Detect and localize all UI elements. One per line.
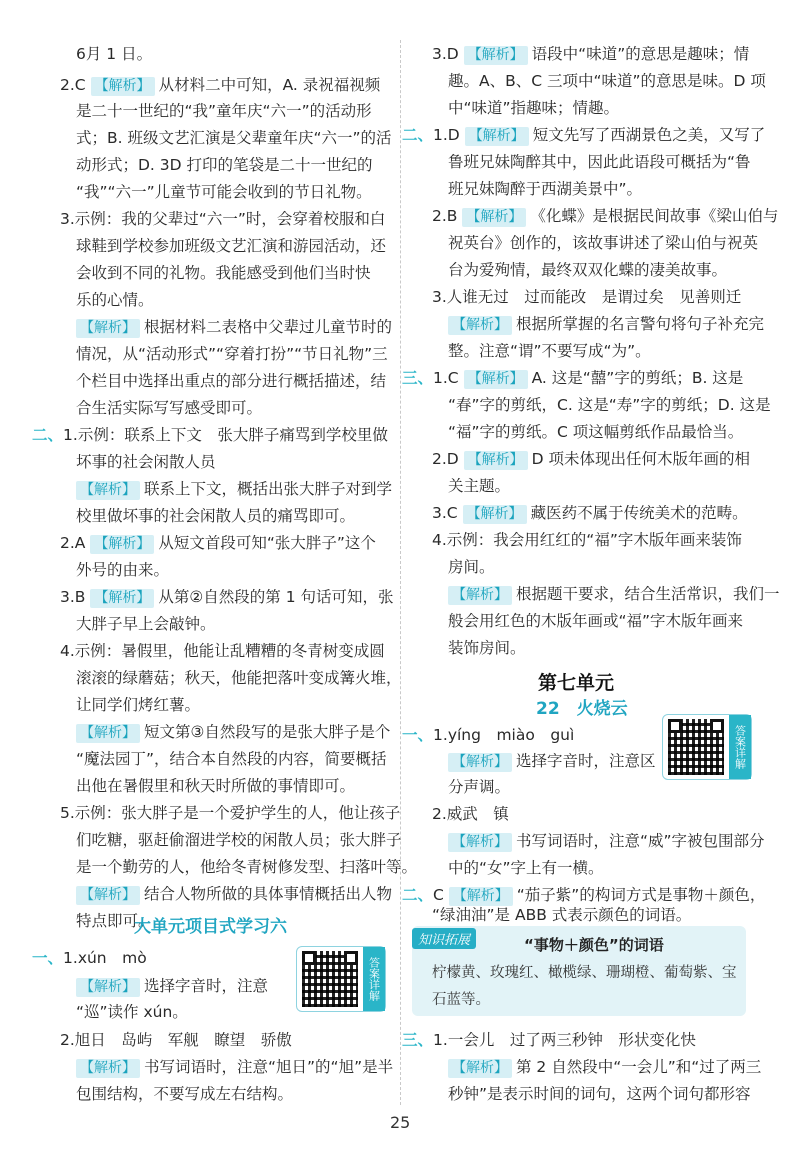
- analysis-tag: 【解析】: [465, 127, 529, 146]
- answer-item: [402, 368, 743, 389]
- text: 联系上下文，概括出张大胖子对到学: [144, 480, 393, 498]
- analysis-tag: 【解析】: [91, 77, 155, 96]
- analysis-tag: 【解析】: [448, 316, 512, 335]
- answer-item: [402, 725, 574, 745]
- text: 第 2 自然段中“一会儿”和“过了两三: [516, 1058, 762, 1076]
- answer-item: [60, 533, 376, 554]
- text: 示例：暑假里，他能让乱糟糟的冬青树变成圆: [74, 642, 385, 660]
- analysis-tag: 【解析】: [464, 451, 528, 470]
- analysis-tag: 【解析】: [448, 586, 512, 605]
- text-line: 6月 1 日。: [76, 45, 153, 63]
- text: 书写词语时，注意“威”字被包围部分: [516, 832, 765, 850]
- column-divider: [400, 40, 401, 1105]
- item-number: 1.: [63, 426, 78, 444]
- analysis-line: [76, 1057, 393, 1078]
- text-line: 趣。A、B、C 三项中“味道”的意思是味。D 项: [448, 72, 766, 90]
- item-number: 2.B: [432, 207, 458, 225]
- qr-code-icon: [302, 951, 358, 1007]
- analysis-line: [76, 479, 392, 500]
- answer-item: [432, 287, 741, 307]
- item-number: 1.C: [433, 369, 459, 387]
- answer-item: [432, 206, 778, 227]
- text-line: 特点即可。: [76, 912, 154, 930]
- text-line: 滚滚的绿蘑菇；秋天，他能把落叶变成篝火堆，: [76, 669, 402, 687]
- text-line: “巡”读作 xún。: [76, 1003, 188, 1021]
- qr-code-panel[interactable]: [296, 946, 386, 1012]
- item-number: C: [433, 886, 444, 904]
- text: 一会儿 过了两三秒钟 形状变化快: [447, 1031, 696, 1049]
- answer-item: [60, 1030, 292, 1050]
- analysis-line: [448, 831, 765, 852]
- text-line: 房间。: [448, 558, 495, 576]
- text: 威武 镇: [446, 805, 509, 823]
- text-line: 整。注意“谓”不要写成“为”。: [448, 342, 651, 360]
- text: 选择字音时，注意区: [516, 752, 656, 770]
- item-number: 3.C: [432, 504, 458, 522]
- lesson-title: 22 火烧云: [536, 699, 628, 719]
- knowledge-badge: 知识拓展: [412, 928, 476, 949]
- text: 根据材料二表格中父辈过儿童节时的: [144, 318, 393, 336]
- text-line: 中“味道”指趣味；情趣。: [448, 99, 620, 117]
- item-number: 4.: [432, 531, 447, 549]
- analysis-tag: 【解析】: [76, 319, 140, 338]
- text-line: 个栏目中选择出重点的部分进行概括描述，结: [76, 372, 387, 390]
- section-number: 三、: [402, 1031, 434, 1049]
- item-number: 3.D: [432, 45, 459, 63]
- answer-item: [402, 885, 765, 906]
- item-number: 3.: [432, 288, 447, 306]
- answer-item: [60, 75, 380, 96]
- text: yíng miào guì: [447, 726, 575, 744]
- text-line: 合生活实际写写感受即可。: [76, 399, 263, 417]
- text-line: “福”字的剪纸。C 项这幅剪纸作品最恰当。: [448, 423, 744, 441]
- text-line: 班兄妹陶醉于西湖美景中”。: [448, 180, 643, 198]
- text-line: “我”“六一”儿童节可能会收到的节日礼物。: [76, 183, 372, 201]
- text: 根据题干要求，结合生活常识，我们一: [516, 585, 780, 603]
- text-line: 分声调。: [448, 778, 511, 796]
- answer-item: [432, 530, 742, 550]
- answer-item: [402, 1030, 696, 1050]
- text: 从短文首段可知“张大胖子”这个: [158, 534, 376, 552]
- analysis-tag: 【解析】: [448, 833, 512, 852]
- text: A. 这是“囍”字的剪纸；B. 这是: [531, 369, 744, 387]
- text-line: 秒钟”是表示时间的词句，这两个词句都形容: [448, 1085, 751, 1103]
- text: “茄子紫”的构词方式是事物＋颜色，: [516, 886, 766, 904]
- analysis-tag: 【解析】: [448, 753, 512, 772]
- analysis-line: [448, 584, 780, 605]
- text-line: 校里做坏事的社会闲散人员的痛骂即可。: [76, 507, 356, 525]
- text-line: 出他在暑假里和秋天时所做的事情即可。: [76, 777, 356, 795]
- text-line: 中的“女”字上有一横。: [448, 859, 604, 877]
- text: 示例：我会用红红的“福”字木版年画来装饰: [446, 531, 742, 549]
- text-line: 动形式；D. 3D 打印的笔袋是二十一世纪的: [76, 156, 373, 174]
- text: 短文先写了西湖景色之美，又写了: [532, 126, 766, 144]
- page-number: 25: [390, 1113, 411, 1132]
- text-line: “春”字的剪纸，C. 这是“寿”字的剪纸；D. 这是: [448, 396, 771, 414]
- section-number: 三、: [402, 369, 434, 387]
- text: 书写词语时，注意“旭日”的“旭”是半: [144, 1058, 394, 1076]
- item-number: 2.: [60, 1031, 75, 1049]
- text-line: 外号的由来。: [76, 561, 170, 579]
- analysis-tag: 【解析】: [463, 505, 527, 524]
- answer-item: [60, 803, 400, 823]
- text-line: 鲁班兄妹陶醉其中，因此此语段可概括为“鲁: [448, 153, 751, 171]
- text-line: “魔法园丁”，结合本自然段的内容，简要概括: [76, 750, 387, 768]
- item-number: 1.: [63, 949, 78, 967]
- analysis-tag: 【解析】: [464, 370, 528, 389]
- text-line: 乐的心情。: [76, 291, 154, 309]
- text-line: 包围结构，不要写成左右结构。: [76, 1085, 294, 1103]
- text-line: 般会用红色的木版年画或“福”字木版年画来: [448, 612, 744, 630]
- text: 人谁无过 过而能改 是谓过矣 见善则迁: [446, 288, 742, 306]
- analysis-tag: 【解析】: [448, 1059, 512, 1078]
- qr-code-icon: [668, 719, 724, 775]
- text-line: 祝英台》创作的，该故事讲述了梁山伯与祝英: [448, 234, 759, 252]
- text: 选择字音时，注意: [144, 977, 269, 995]
- text: D 项未体现出任何木版年画的相: [531, 450, 751, 468]
- analysis-tag: 【解析】: [449, 887, 513, 906]
- item-number: 3.: [60, 210, 75, 228]
- analysis-line: [448, 1057, 761, 1078]
- section-number: 一、: [402, 726, 434, 744]
- text: 《化蝶》是根据民间故事《梁山伯与: [530, 207, 779, 225]
- text-line: 情况，从“活动形式”“穿着打扮”“节日礼物”三: [76, 345, 388, 363]
- analysis-line: [448, 751, 656, 772]
- analysis-line: [76, 976, 268, 997]
- section-number: 二、: [402, 886, 434, 904]
- unit-title: 第七单元: [538, 672, 615, 694]
- text-line: 装饰房间。: [448, 639, 526, 657]
- item-number: 4.: [60, 642, 75, 660]
- text-line: 坏事的社会闲散人员: [76, 453, 216, 471]
- text: 从材料二中可知，A. 录祝福视频: [158, 76, 381, 94]
- item-number: 3.B: [60, 588, 86, 606]
- qr-side-label: 答案详解: [363, 947, 385, 1011]
- qr-code-panel[interactable]: [662, 714, 752, 780]
- text-line: 球鞋到学校参加班级文艺汇演和游园活动，还: [76, 237, 387, 255]
- text: 示例：我的父辈过“六一”时，会穿着校服和白: [74, 210, 386, 228]
- text: 结合人物所做的具体事情概括出人物: [144, 885, 393, 903]
- knowledge-extension-box: [412, 926, 746, 1016]
- text: 根据所掌握的名言警句将句子补充完: [516, 315, 765, 333]
- analysis-line: [76, 317, 392, 338]
- analysis-line: [76, 884, 392, 905]
- answer-item: [32, 948, 147, 968]
- analysis-tag: 【解析】: [76, 1059, 140, 1078]
- knowledge-title: “事物＋颜色”的词语: [524, 936, 664, 954]
- subsection-title: 大单元项目式学习六: [134, 917, 287, 937]
- text: 语段中“味道”的意思是趣味；情: [531, 45, 750, 63]
- qr-side-label: 答案详解: [729, 715, 751, 779]
- text-line: 关主题。: [448, 477, 511, 495]
- text: 旭日 岛屿 军舰 瞭望 骄傲: [74, 1031, 292, 1049]
- answer-item: [432, 804, 509, 824]
- knowledge-body: 柠檬黄、玫瑰红、橄榄绿、珊瑚橙、葡萄紫、宝石蓝等。: [432, 965, 737, 1008]
- answer-item: [402, 125, 765, 146]
- analysis-tag: 【解析】: [76, 481, 140, 500]
- analysis-tag: 【解析】: [90, 535, 154, 554]
- answer-item: [60, 209, 385, 229]
- text-line: 会收到不同的礼物。我能感受到他们当时快: [76, 264, 371, 282]
- text-line: “绿油油”是 ABB 式表示颜色的词语。: [432, 906, 692, 924]
- text-line: 大胖子早上会敲钟。: [76, 615, 216, 633]
- analysis-tag: 【解析】: [464, 46, 528, 65]
- analysis-tag: 【解析】: [76, 978, 140, 997]
- item-number: 1.D: [433, 126, 460, 144]
- analysis-line: [76, 722, 390, 743]
- text-line: 让同学们烤红薯。: [76, 696, 201, 714]
- analysis-tag: 【解析】: [76, 886, 140, 905]
- text-line: 式；B. 班级文艺汇演是父辈童年庆“六一”的活: [76, 129, 392, 147]
- section-number: 二、: [402, 126, 434, 144]
- item-number: 2.A: [60, 534, 86, 552]
- answer-item: [432, 44, 749, 65]
- answer-item: [60, 587, 394, 608]
- item-number: 1.: [433, 1031, 448, 1049]
- analysis-tag: 【解析】: [76, 724, 140, 743]
- section-number: 一、: [32, 949, 64, 967]
- text-line: 台为爱殉情，最终双双化蝶的凄美故事。: [448, 261, 728, 279]
- analysis-tag: 【解析】: [90, 589, 154, 608]
- text: 从第②自然段的第 1 句话可知，张: [158, 588, 394, 606]
- item-number: 2.: [432, 805, 447, 823]
- analysis-tag: 【解析】: [462, 208, 526, 227]
- item-number: 2.D: [432, 450, 459, 468]
- item-number: 2.C: [60, 76, 86, 94]
- text-line: 是二十一世纪的“我”童年庆“六一”的活动形: [76, 102, 372, 120]
- text-line: 们吃糖，驱赶偷溜进学校的闲散人员；张大胖子: [76, 831, 402, 849]
- analysis-line: [448, 314, 764, 335]
- answer-item: [60, 641, 385, 661]
- text: xún mò: [77, 949, 147, 967]
- answer-item: [432, 449, 750, 470]
- text: 示例：张大胖子是一个爱护学生的人，他让孩子: [74, 804, 401, 822]
- item-number: 5.: [60, 804, 75, 822]
- text: 示例：联系上下文 张大胖子痛骂到学校里做: [77, 426, 388, 444]
- text: 藏医药不属于传统美术的范畴。: [530, 504, 748, 522]
- answer-item: [32, 425, 388, 445]
- section-number: 二、: [32, 426, 64, 444]
- text: 短文第③自然段写的是张大胖子是个: [144, 723, 391, 741]
- text-line: 是一个勤劳的人，他给冬青树修发型、扫落叶等。: [76, 858, 418, 876]
- item-number: 1.: [433, 726, 448, 744]
- answer-item: [432, 503, 748, 524]
